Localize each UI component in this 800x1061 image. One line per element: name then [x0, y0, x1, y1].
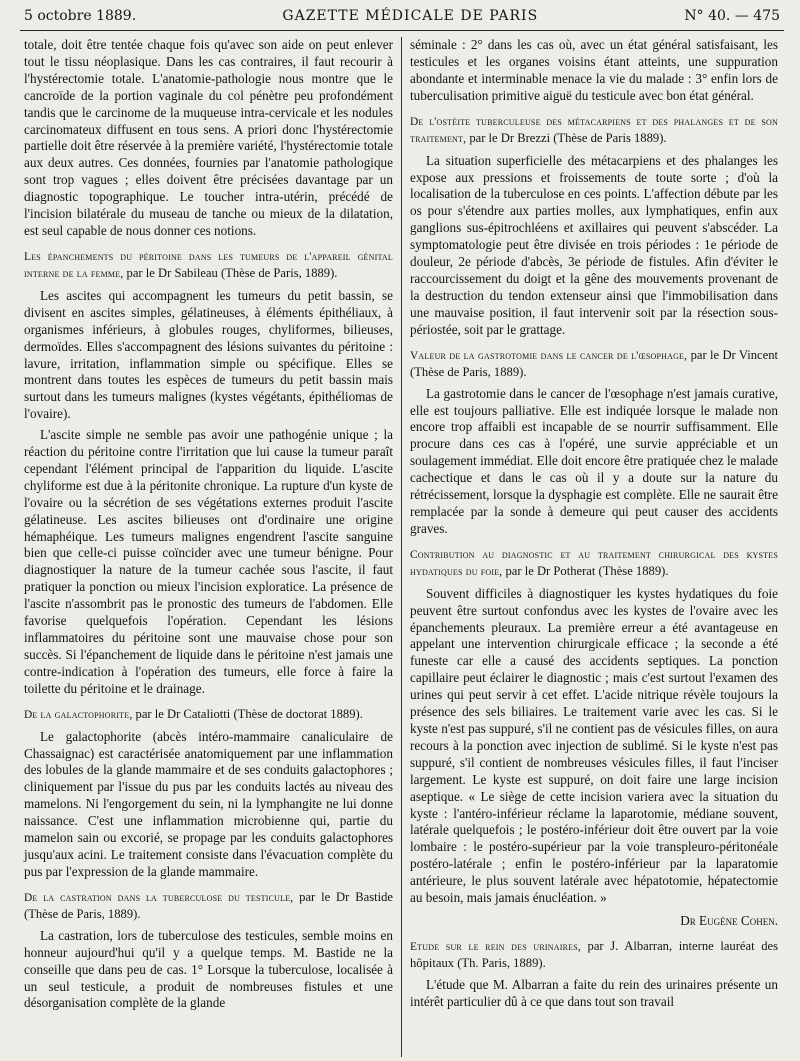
paragraph: totale, doit être tentée chaque fois qu'avec son aide on peut enlever tout le tissu néoplasique. Dans les cas contraires, il faut recourir à l'hystérectomie totale. L'anatomie-pathologie nous montre que le cancroïde de la portion vaginale du col pénètre peu profondément tandis que le carcinome de la muqueuse intra-cervicale et les nodules carcinomateux diffusent en tous sens. A priori donc l'hystérectomie partielle doit être réservée à la première variété, l'hystérectomie totale aux deux autres. Ces données, fournies par l'anatomie pathologique sont trop vagues ; elles doivent être précisées davantage par un diagnostic topographique. Le toucher intra-utérin, précédé de l'incision bilatérale du museau de tanche ou mieux de la dilatation, est seul capable de nous donner ces notions.	[24, 37, 393, 238]
heading-title: Etude sur le rein des urinaires,	[410, 940, 581, 953]
section-heading	[24, 706, 393, 723]
paragraph: Le galactophorite (abcès intéro-mammaire canaliculaire de Chassaignac) est caractérisée anatomiquement par une inflammation des lobules de la glande mammaire et de ses conduits galactophores ; cliniquement par l'issue du pus par les conduits lactés au niveau des mamelons. Ni l'engorgement du sein, ni la lymphangite ne lui donne naissance. C'est une inflammation microbienne qui, partie du mamelon sain ou excorié, se propage par les conduits galactophores jusqu'aux acini. Le traitement consiste dans l'évacuation complète du pus par l'expression de la glande mammaire.	[24, 728, 393, 879]
section-heading	[410, 938, 778, 971]
page-header	[20, 8, 784, 31]
text-columns	[20, 37, 784, 1057]
heading-author: par J. Albarran, interne lauréat des hôpitaux (Th. Paris, 1889).	[410, 938, 778, 970]
heading-title: Contribution au diagnostic et au traitement chirurgical des kystes hydatiques du foie,	[410, 548, 778, 578]
paragraph: séminale : 2° dans les cas où, avec un état général satisfaisant, les testicules et les organes voisins étant atteints, une suppuration abondante et interminable menace la vie du malade : 3° enfin lors de tuberculisation primitive aiguë du testicule avec bon état général.	[410, 37, 778, 103]
heading-author: par le Dr Potherat (Thèse 1889).	[505, 563, 669, 578]
paragraph: Souvent difficiles à diagnostiquer les kystes hydatiques du foie peuvent être surtout confondus avec les kystes de l'ovaire avec les épanchements pleuraux. La première erreur a été avantageuse en appelant une intervention chirurgicale efficace ; la seconde a été funeste car elle a causé des accidents septiques. La ponction capillaire peut éclairer le diagnostic ; mais c'est surtout l'examen des urines qui peut servir à cet effet. L'acide nitrique révèle toujours la présence des sels biliaires. Le traitement varie avec les cas. Si le kyste n'est pas suppuré, s'il ne contient pas de vésicules filles, on aura recours à la ponction avec injection de sublimé. Si le kyste n'est pas suppuré, s'il contient de nombreuses vésicules filles, il faut l'inciser largement. Le kyste est suppuré, on doit faire une large incision aseptique. « Le siège de cette incision variera avec la situation du kyste : l'antéro-inférieur réclame la laparotomie, médiane souvent, latérale quelquefois ; le postéro-inférieur doit être ouvert par la voie lombaire : le postéro-supérieur par la voie transpleuro-péritonéale postéro-latérale ; enfin le postéro-inférieur par la laparatomie antérieure, le plus souvent latérale avec hépatotomie, hépatectomie au besoin, mais jamais énucléation. »	[410, 585, 778, 906]
header-number: N° 40. — 475	[684, 8, 780, 24]
section-heading	[24, 248, 393, 282]
paragraph: La gastrotomie dans le cancer de l'œsophage n'est jamais curative, elle est toujours palliative. Elle est indiquée lorsque le malade non encore trop affaibli est incapable de se nourrir suffisamment. Elle procure dans ces cas à l'opéré, une survie appréciable et un soulagement immédiat. Elle doit encore être pratiquée chez le malade cachectique et dans le cas où il y a doute sur la nature du rétrécissement, lorsque la dysphagie est complète. Elle ne saurait être remplacée par la sonde à demeure qui peut causer des accidents graves.	[410, 385, 778, 536]
heading-author: par le Dr Bastide (Thèse de Paris, 1889).	[24, 889, 393, 921]
heading-author: par le Dr Sabileau (Thèse de Paris, 1889).	[126, 265, 338, 280]
section-heading	[410, 113, 778, 147]
heading-author: par le Dr Cataliotti (Thèse de doctorat 1889).	[135, 706, 363, 721]
section-heading	[410, 347, 778, 380]
paragraph: L'étude que M. Albarran a faite du rein des urinaires présente un intérêt particulier dû à ce que dans tout son travail	[410, 976, 778, 1009]
section-heading	[24, 889, 393, 922]
paragraph: La castration, lors de tuberculose des testicules, semble moins en honneur aujourd'hui qu'il y a quelque temps. M. Bastide ne la conseille que dans peu de cas. 1° Lorsque la tuberculose, localisée à un seul testicule, a produit de nombreuses fistules et une désorganisation complète de la glande	[24, 927, 393, 1011]
heading-title: De la galactophorite,	[24, 708, 133, 721]
header-date: 5 octobre 1889.	[24, 8, 137, 24]
right-column	[402, 37, 782, 1057]
signature: Dr Eugène Cohen.	[680, 912, 778, 928]
heading-author: par le Dr Brezzi (Thèse de Paris 1889).	[469, 130, 667, 145]
heading-title: De la castration dans la tuberculose du testicule,	[24, 891, 294, 904]
section-heading	[410, 546, 778, 580]
heading-author: par le Dr Vincent (Thèse de Paris, 1889).	[410, 347, 778, 379]
heading-title: Les épanchements du péritoine dans les tumeurs de l'appareil génital interne de la femme,	[24, 250, 393, 280]
header-title: GAZETTE MÉDICALE DE PARIS	[282, 8, 539, 24]
paragraph: La situation superficielle des métacarpiens et des phalanges les expose aux pressions et froissements de toute sorte ; d'où la localisation de la tuberculose en ces points. L'affection débute par les os pour s'étendre aux parties molles, aux lymphatiques, enfin aux ganglions sus-épitrochléens et axillaires qui peuvent s'abscéder. La symptomatologie peut être divisée en trois périodes : 1e période de douleur, 2e période d'abcès, 3e période de fistules. Afin d'éviter le raccourcissement du doigt et la gêne des mouvements provenant de la destruction du tendon extenseur ainsi que l'immobilisation dans une mauvaise position, il faut intervenir soit par la résection sous-périostée, soit par le grattage.	[410, 152, 778, 337]
paragraph: Les ascites qui accompagnent les tumeurs du petit bassin, se divisent en ascites simples, gélatineuses, à éléments épithéliaux, à organismes inférieurs, à globules rouges, chyliformes, bilieuses, dermoïdes. Elles s'accompagnent des lésions suivantes du péritoine : lavure, irritation, inflammation simple ou spécifique. Elles se montrent dans toutes les espèces de tumeurs du petit bassin mais surtout dans les tumeurs malignes (kystes végétants, épithéliomas de l'ovaire).	[24, 287, 393, 422]
heading-title: De l'ostéite tuberculeuse des métacarpiens et des phalanges et de son traitement,	[410, 115, 778, 145]
paragraph: L'ascite simple ne semble pas avoir une pathogénie unique ; la réaction du péritoine contre l'irritation que lui cause la tumeur paraît cependant l'élément principal de l'apparition du liquide. L'ascite chyliforme est due à la péritonite chronique. La rupture d'un kyste de l'ovaire ou la sécrétion de ses végétations externes produit l'ascite gélatineuse. Les ascites bilieuses ont d'ordinaire une origine hémaphéique. Les tumeurs malignes engendrent l'ascite sanguine bien que celle-ci puisse coïncider avec une tumeur bénigne. Pour diagnostiquer la nature de la tumeur cachée sous l'ascite, il faut pratiquer la ponction ou mieux l'incision exploratice. La présence de l'ascite n'assombrit pas le pronostic des tumeurs de l'abdomen. Elle favorise quelquefois l'opération. Cependant les lésions inflammatoires du péritoine sont une mauvaise chose pour son succès. Si l'épanchement de liquide dans le péritoine n'est jamais une contre-indication à l'opération des tumeurs, elle force à faire la toilette du péritoine et le drainage.	[24, 427, 393, 696]
left-column	[20, 37, 402, 1057]
heading-title: Valeur de la gastrotomie dans le cancer de l'œsophage,	[410, 349, 688, 362]
